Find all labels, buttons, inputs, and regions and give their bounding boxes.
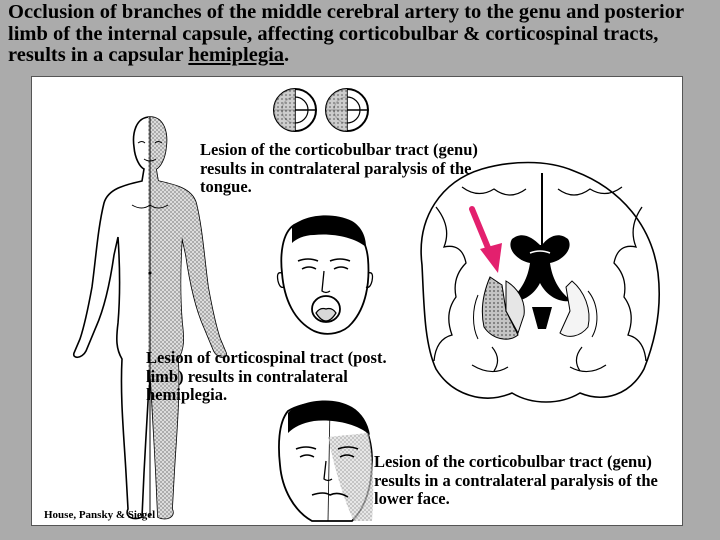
title-keyword: hemiplegia	[188, 44, 285, 66]
title-lead: Occlusion of branches of the middle cerebral artery to the genu and posterior limb of the internal capsule, affecting corticobulbar & corticospinal tracts, results in a capsular	[8, 1, 684, 66]
face-tongue-illustration	[278, 215, 373, 333]
caption-lower-face: Lesion of the corticobulbar tract (genu) results in a contralateral paralysis of the lower face.	[374, 452, 658, 508]
caption-hemiplegia: Lesion of corticospinal tract (post. limb) results in contralateral hemiplegia.	[146, 348, 387, 404]
brain-section-illustration	[421, 163, 659, 403]
illustration-credit: House, Pansky & Siegel	[44, 509, 156, 521]
eye-left-icon	[274, 89, 316, 131]
caption-tongue: Lesion of the corticobulbar tract (genu) results in contralateral paralysis of the tongue.	[200, 140, 478, 196]
eye-right-icon	[326, 89, 368, 131]
illustration-panel	[31, 76, 683, 526]
slide-title	[8, 2, 716, 67]
face-lower-illustration	[279, 400, 373, 521]
title-tail: .	[284, 44, 290, 66]
